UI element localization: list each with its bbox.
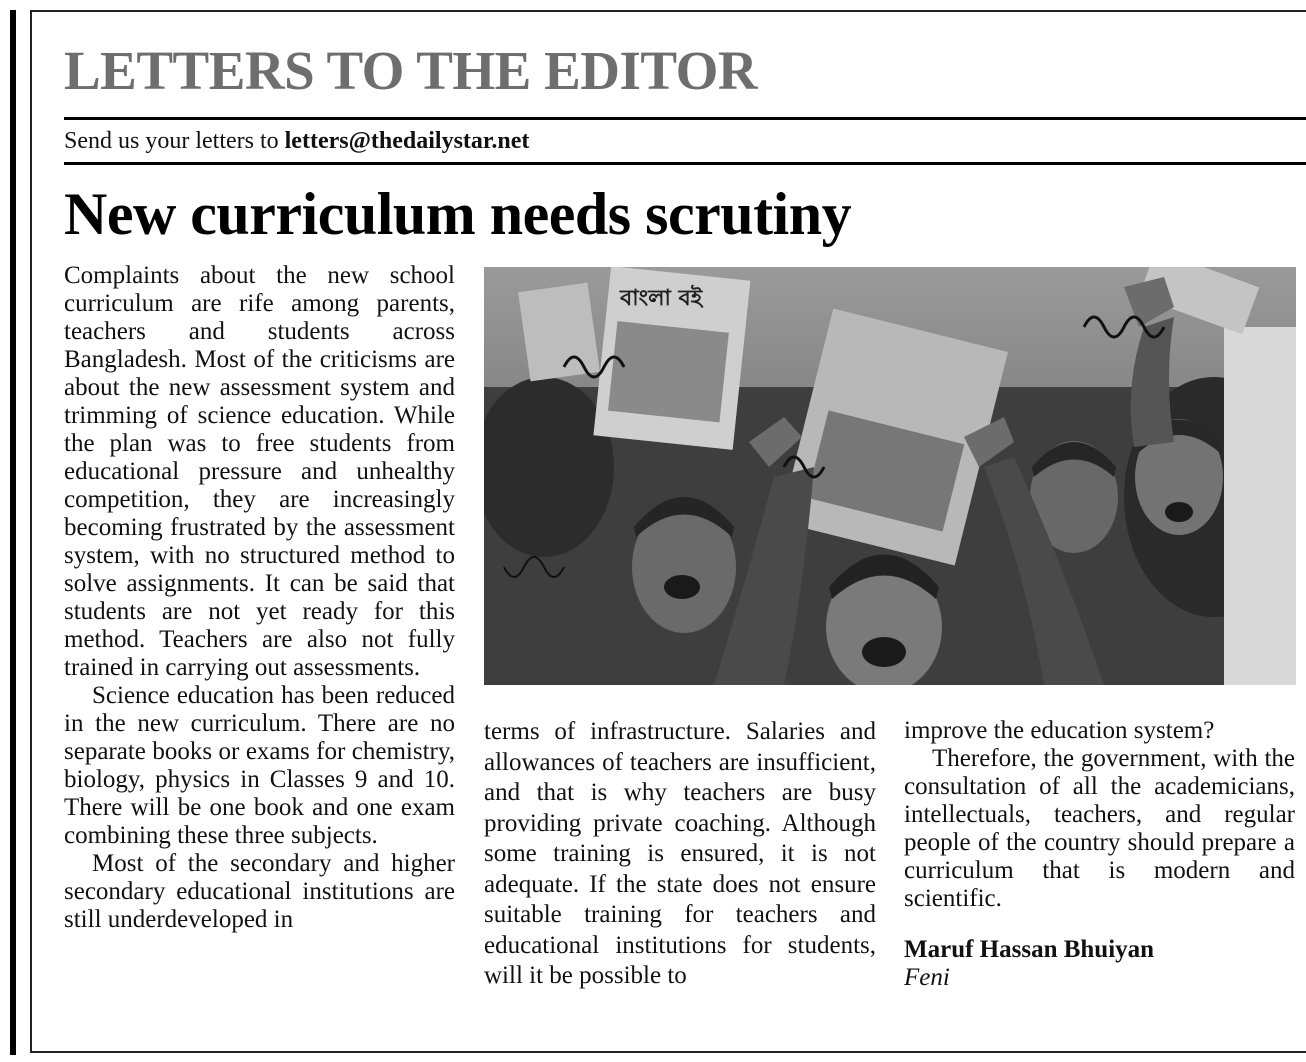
article-column-3 [904, 717, 1295, 992]
article-column-2 [484, 717, 876, 992]
paragraph: Complaints about the new school curriculum are rife among parents, teachers and students across Bangladesh. Most of the criticisms are about the new assessment system and trimming of science education. While the plan was to free students from educational pressure and unhealthy competition, they are increasingly becoming frustrated by the assessment system, with no structured method to solve assignments. It can be said that students are not yet ready for this method. Teachers are also not fully trained in carrying out assessments. [64, 262, 455, 681]
contact-prefix: Send us your letters to [64, 128, 285, 154]
article-photo [484, 267, 1296, 685]
paragraph: terms of infrastructure. Salaries and allowances of teachers are insufficient, and that is why teachers are busy providing private coaching. Although some training is ensured, it is not adequate. If the state does not ensure suitable training for teachers and educational institutions for students, will it be possible to [484, 718, 876, 989]
author-name: Maruf Hassan Bhuiyan [904, 936, 1155, 963]
paragraph: Therefore, the government, with the consultation of all the academicians, intellectuals, teachers, and regular people of the country should prepare a curriculum that is modern and scientific. [904, 745, 1295, 912]
author-location: Feni [904, 964, 950, 991]
article-headline: New curriculum needs scrutiny [64, 181, 852, 247]
paragraph: Most of the secondary and higher secondary educational institutions are still underdeveloped in [64, 850, 455, 933]
contact-line [64, 126, 529, 156]
paragraph: Science education has been reduced in the new curriculum. There are no separate books or exams for chemistry, biology, physics in Classes 9 and 10. There will be one book and one exam combining these three subjects. [64, 682, 455, 849]
paragraph: improve the education system? [904, 717, 1215, 744]
book-title: বাংলা বই [620, 286, 703, 311]
divider-bottom [64, 162, 1306, 165]
divider-top [64, 117, 1306, 120]
article-column-1 [64, 262, 455, 934]
contact-email[interactable]: letters@thedailystar.net [284, 128, 530, 154]
section-title: LETTERS TO THE EDITOR [64, 40, 758, 101]
left-border-rule [10, 10, 16, 1055]
